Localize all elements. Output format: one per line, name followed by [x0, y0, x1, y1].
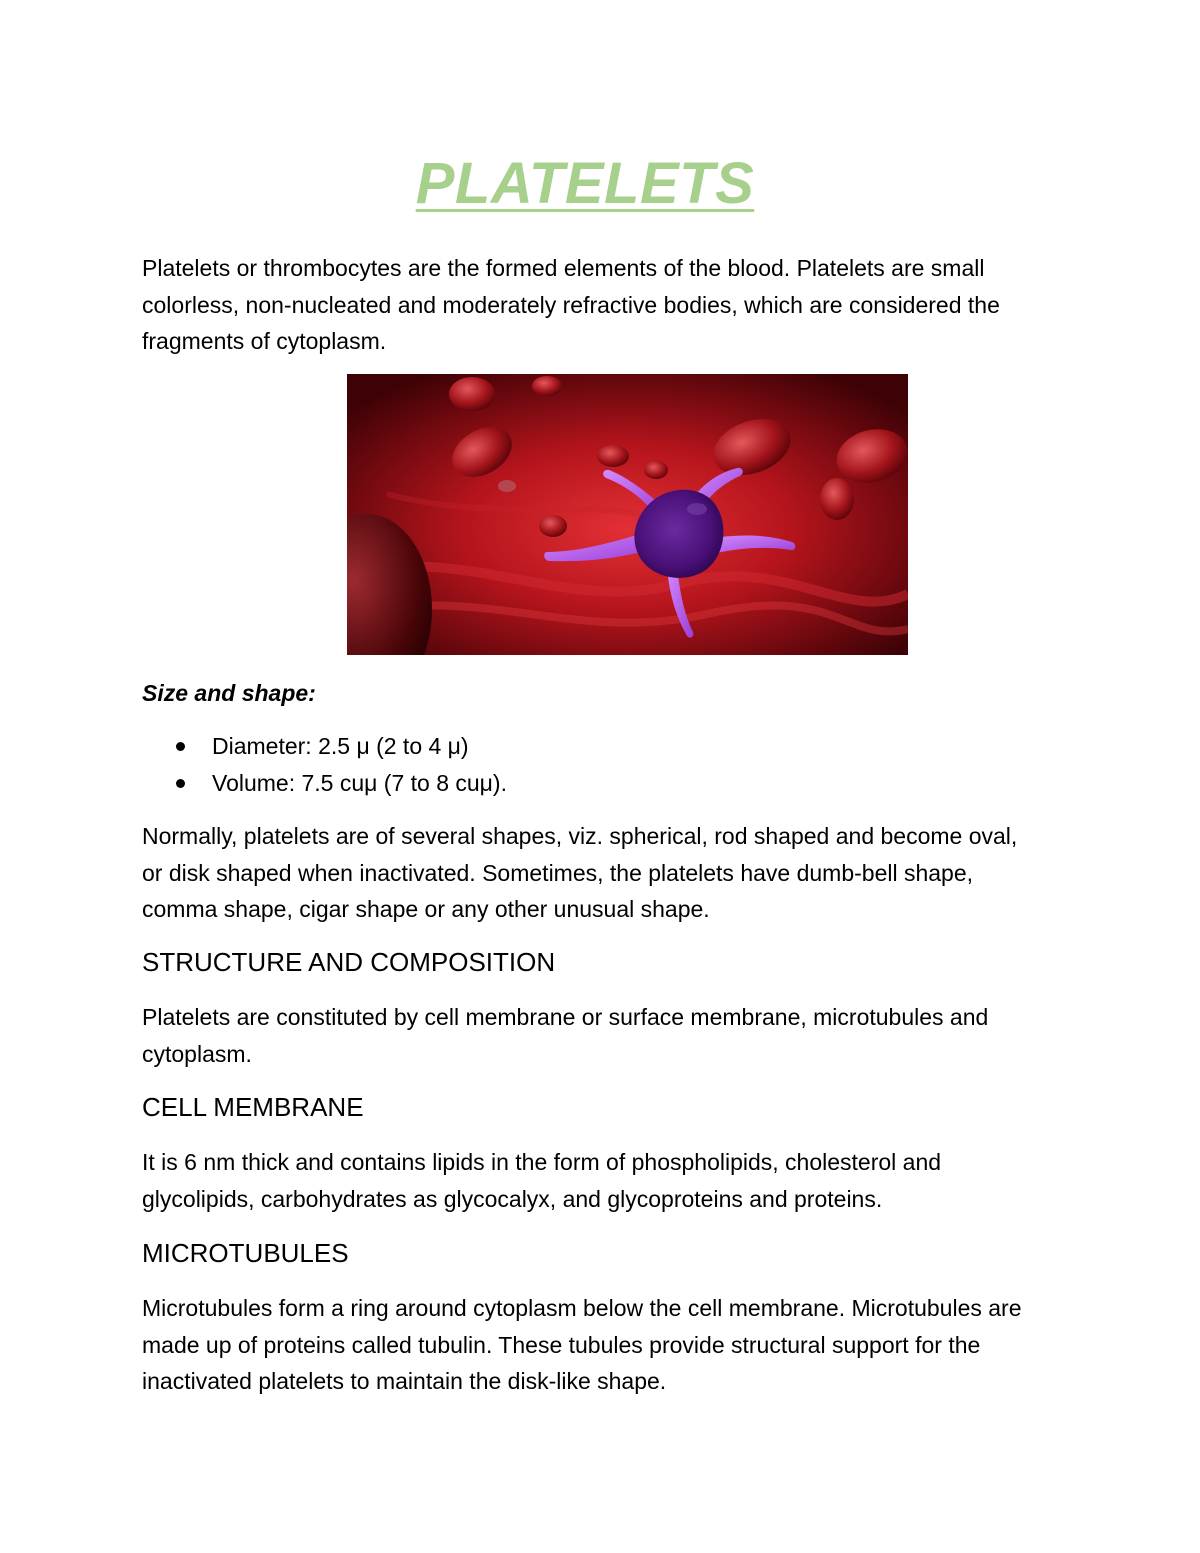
bullet-icon: [176, 742, 185, 751]
bullet-icon: [176, 779, 185, 788]
structure-paragraph: Platelets are constituted by cell membrane or surface membrane, microtubules and cytoplasm.: [142, 1004, 989, 1067]
microtubules-heading: MICROTUBULES: [142, 1238, 349, 1268]
volume-text: Volume: 7.5 cuμ (7 to 8 cuμ).: [212, 770, 507, 796]
intro-paragraph: Platelets or thrombocytes are the formed elements of the blood. Platelets are small colorless, non-nucleated and moderately refractive bodies, which are considered the fragments of cytoplasm.: [142, 255, 1000, 354]
list-item: [142, 765, 507, 802]
diameter-text: Diameter: 2.5 μ (2 to 4 μ): [212, 733, 469, 759]
shapes-paragraph: Normally, platelets are of several shapes, viz. spherical, rod shaped and become oval, or disk shaped when inactivated. Sometimes, the platelets have dumb-bell shape, comma shape, cigar shape or any other unusual shape.: [142, 823, 1018, 922]
structure-heading: STRUCTURE AND COMPOSITION: [142, 947, 556, 977]
document-title: PLATELETS: [415, 151, 755, 216]
cell-membrane-paragraph: It is 6 nm thick and contains lipids in the form of phospholipids, cholesterol and glycolipids, carbohydrates as glycocalyx, and glycoproteins and proteins.: [142, 1149, 942, 1212]
size-shape-heading: Size and shape:: [142, 680, 316, 706]
microtubules-paragraph: Microtubules form a ring around cytoplasm below the cell membrane. Microtubules are made up of proteins called tubulin. These tubules provide structural support for the inactivated platelets to maintain the disk-like shape.: [142, 1295, 1022, 1394]
size-shape-list: [142, 728, 507, 802]
list-item: [142, 728, 507, 765]
cell-membrane-heading: CELL MEMBRANE: [142, 1092, 364, 1122]
platelet-illustration-icon: [347, 374, 908, 655]
